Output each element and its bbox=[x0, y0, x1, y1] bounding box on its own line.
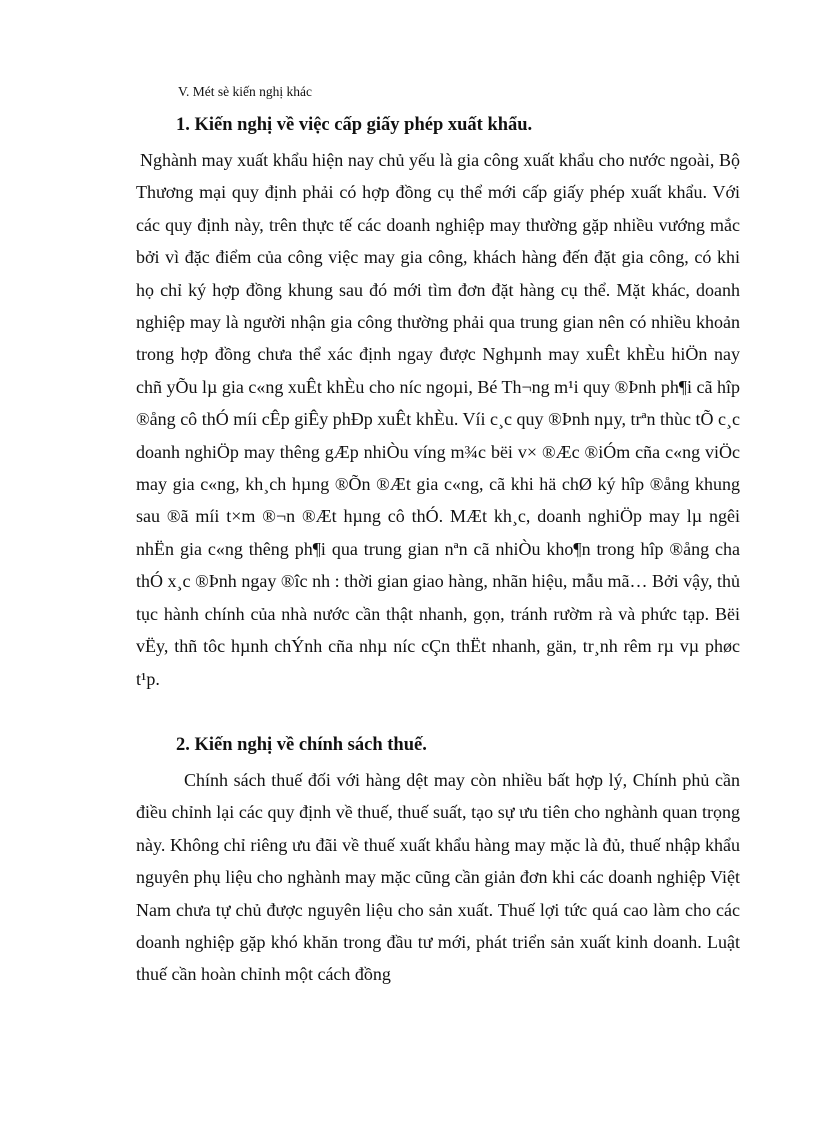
heading-tax-policy: 2. Kiến nghị về chính sách thuế. bbox=[176, 735, 427, 755]
paragraph-export-license: Nghành may xuất khẩu hiện nay chủ yếu là gia công xuất khẩu cho nước ngoài, Bộ Thương mại quy định phải có hợp đồng cụ thể mới cấp giấy phép xuất khẩu. Với các quy định này, trên thực tế các doanh nghiệp may thường gặp nhiều vướng mắc bởi vì đặc điểm của công việc may gia công, khách hàng đến đặt gia công, có khi họ chỉ ký hợp đồng khung sau đó mới tìm đơn đặt hàng cụ thể. Mặt khác, doanh nghiệp may là người nhận gia công thường phải qua trung gian nên có nhiều khoản trong hợp đồng chưa thể xác định ngay được Nghµnh may xuÊt khÈu hiÖn nay chñ yÕu lµ gia c«ng xuÊt khÈu cho níc ngoµi, Bé Th¬ng m¹i quy ®Þnh ph¶i cã hîp ®ång cô thÓ míi cÊp giÊy phÐp xuÊt khÈu. Víi c¸c quy ®Þnh nµy, trªn thùc tÕ c¸c doanh nghiÖp may thêng gÆp nhiÒu víng m¾c bëi v× ®Æc ®iÓm cña c«ng viÖc may gia c«ng, kh¸ch hµng ®Õn ®Æt gia c«ng, cã khi hä chØ ký hîp ®ång khung sau ®ã míi t×m ®¬n ®Æt hµng cô thÓ. MÆt kh¸c, doanh nghiÖp may lµ ngêi nhËn gia c«ng thêng ph¶i qua trung gian nªn cã nhiÒu kho¶n trong hîp ®ång cha thÓ x¸c ®Þnh ngay ®îc nh : thời gian giao hàng, nhãn hiệu, mẫu mã… Bởi vậy, thủ tục hành chính của nhà nước cần thật nhanh, gọn, tránh rườm rà và phức tạp. Bëi vËy, thñ tôc hµnh chÝnh cña nhµ níc cÇn thËt nhanh, gän, tr¸nh rêm rµ vµ phøc t¹p. bbox=[136, 150, 740, 689]
paragraph-tax-policy: Chính sách thuế đối với hàng dệt may còn nhiều bất hợp lý, Chính phủ cần điều chỉnh lại các quy định về thuế, thuế suất, tạo sự ưu tiên cho nghành quan trọng này. Không chỉ riêng ưu đãi về thuế xuất khẩu hàng may mặc là đủ, thuế nhập khẩu nguyên phụ liệu cho nghành may mặc cũng cần giản đơn khi các doanh nghiệp Việt Nam chưa tự chủ được nguyên liệu cho sản xuất. Thuế lợi tức quá cao làm cho các doanh nghiệp gặp khó khăn trong đầu tư mới, phát triển sản xuất kinh doanh. Luật thuế cần hoàn chỉnh một cách đồng bbox=[136, 770, 740, 985]
section-title: V. Mét sè kiến nghị khác bbox=[178, 84, 312, 99]
heading-export-license: 1. Kiến nghị về việc cấp giấy phép xuất khẩu. bbox=[176, 115, 533, 135]
